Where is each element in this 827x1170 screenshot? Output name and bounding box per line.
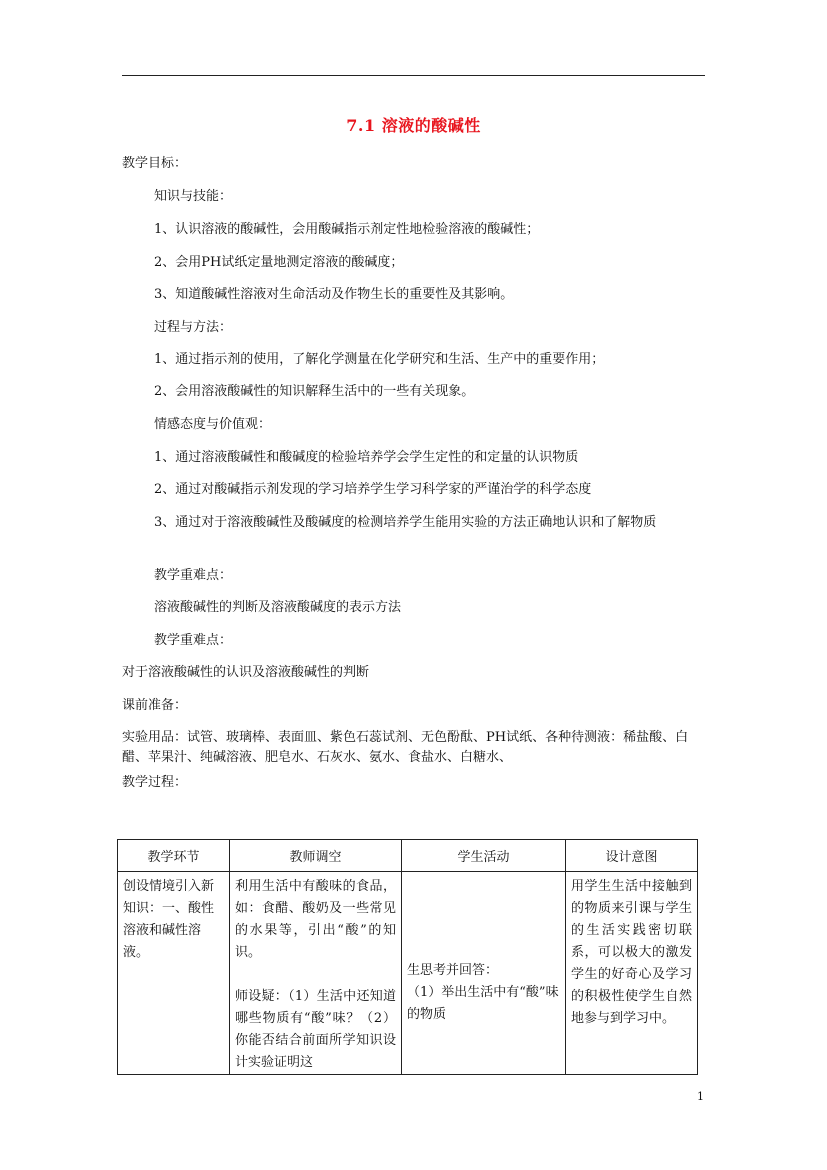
emotion-item: 3、通过对于溶液酸碱性及酸碱度的检测培养学生能用实验的方法正确地认识和了解物质 (154, 515, 657, 530)
process-item: 1、通过指示剂的使用，了解化学测量在化学研究和生活、生产中的重要作用； (154, 352, 605, 367)
emotion-item: 1、通过溶液酸碱性和酸碱度的检验培养学会学生定性的和定量的认识物质 (154, 450, 579, 465)
page-number: 1 (697, 1090, 704, 1103)
teacher-intro: 利用生活中有酸味的食品，如：食醋、酸奶及一些常见的水果等，引出“酸”的知识。 (235, 879, 396, 960)
prep-heading: 课前准备： (122, 698, 188, 713)
knowledge-item: 3、知道酸碱性溶液对生命活动及作物生长的重要性及其影响。 (154, 287, 514, 302)
materials-text: 实验用品：试管、玻璃棒、表面皿、紫色石蕊试剂、无色酚酞、PH试纸、各种待测液：稀盐酸、白醋、苹果汁、纯碱溶液、肥皂水、石灰水、氨水、食盐水、白糖水、 (122, 730, 689, 765)
knowledge-item: 1、认识溶液的酸碱性，会用酸碱指示剂定性地检验溶液的酸碱性； (154, 222, 540, 237)
lesson-table (117, 839, 698, 1075)
process-heading: 过程与方法： (154, 320, 233, 335)
header-stage: 教学环节 (118, 840, 230, 872)
table-row (118, 872, 698, 1075)
difficult-text: 对于溶液酸碱性的认识及溶液酸碱性的判断 (122, 665, 370, 680)
knowledge-item: 2、会用PH试纸定量地测定溶液的酸碱度； (154, 255, 404, 270)
header-teacher: 教师调空 (230, 840, 402, 872)
cell-teacher (230, 872, 402, 1075)
emotion-heading: 情感态度与价值观： (154, 417, 272, 432)
page-title: 7.1 溶液的酸碱性 (346, 116, 481, 135)
difficult-heading: 教学重难点： (154, 633, 233, 648)
student-think: 生思考并回答： (407, 963, 499, 978)
teacher-question: 师设疑：（1）生活中还知道哪些物质有“酸”味？（2）你能否结合前面所学知识设计实验证明这 (235, 989, 396, 1070)
cell-intent: 用学生生活中接触到的物质来引课与学生的生活实践密切联系，可以极大的激发学生的好奇心及学习的积极性使学生自然地参与到学习中。 (566, 872, 698, 1075)
student-answer: （1）举出生活中有“酸”味的物质 (407, 985, 559, 1022)
header-student: 学生活动 (402, 840, 566, 872)
header-intent: 设计意图 (566, 840, 698, 872)
table-header-row (118, 840, 698, 872)
header-rule (122, 75, 705, 76)
key-text: 溶液酸碱性的判断及溶液酸碱度的表示方法 (154, 600, 402, 615)
process-item: 2、会用溶液酸碱性的知识解释生活中的一些有关现象。 (154, 384, 475, 399)
emotion-item: 2、通过对酸碱指示剂发现的学习培养学生学习科学家的严谨治学的科学态度 (154, 482, 592, 497)
goals-heading: 教学目标： (122, 156, 188, 171)
cell-student (402, 872, 566, 1075)
key-heading: 教学重难点： (154, 568, 233, 583)
cell-stage: 创设情境引入新知识：一、酸性溶液和碱性溶液。 (118, 872, 230, 1075)
procedure-heading: 教学过程： (122, 775, 188, 790)
knowledge-heading: 知识与技能： (154, 189, 233, 204)
